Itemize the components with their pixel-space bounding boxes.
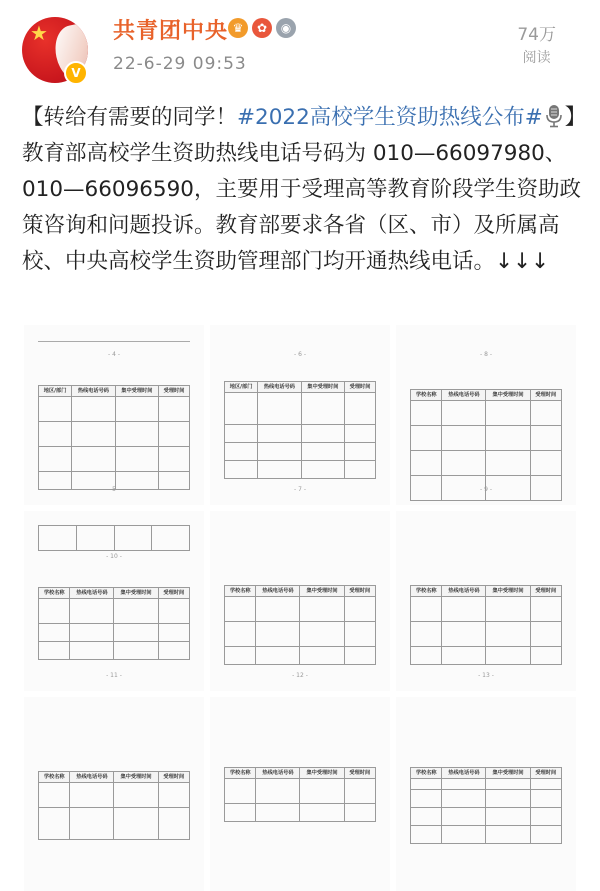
column-header: 受理时间 [345, 382, 376, 393]
column-header: 热线电话号码 [442, 390, 486, 401]
star-icon: ★ [30, 21, 48, 45]
column-header: 热线电话号码 [70, 772, 114, 783]
column-header: 热线电话号码 [256, 768, 300, 779]
document-image-8[interactable] [210, 697, 390, 891]
column-header: 学校名称 [39, 772, 70, 783]
page-number: - 11 - [106, 672, 122, 679]
column-header: 学校名称 [225, 768, 256, 779]
table-wrap [410, 585, 562, 665]
column-header: 学校名称 [411, 768, 442, 779]
document-image-5[interactable] [210, 511, 390, 691]
hotline-table [410, 585, 562, 665]
column-header: 热线电话号码 [258, 382, 301, 393]
silver-medal-icon[interactable]: ◉ [276, 18, 296, 38]
hashtag-link[interactable]: #2022高校学生资助热线公布# [237, 105, 543, 130]
column-header: 受理时间 [530, 768, 561, 779]
table-wrap [38, 525, 190, 551]
page-number: - 9 - [480, 486, 492, 493]
document-table [410, 705, 562, 883]
document-table [224, 519, 376, 683]
document-image-9[interactable] [396, 697, 576, 891]
page-number: - 10 - [106, 553, 122, 560]
document-table [38, 333, 190, 497]
column-header: 集中受理时间 [301, 382, 344, 393]
document-image-2[interactable] [210, 325, 390, 505]
hotline-table [224, 381, 376, 479]
table-wrap [410, 767, 562, 844]
column-header: 地区/部门 [39, 386, 72, 397]
column-header: 集中受理时间 [115, 386, 158, 397]
read-count-number: 74万 [517, 25, 556, 45]
page-number: - 13 - [478, 672, 494, 679]
column-header: 热线电话号码 [70, 588, 114, 599]
column-header: 集中受理时间 [300, 586, 344, 597]
column-header: 学校名称 [411, 390, 442, 401]
page-number: - 5 - [108, 486, 120, 493]
column-header: 热线电话号码 [256, 586, 300, 597]
page-number: - 4 - [108, 351, 120, 358]
page-number: - 7 - [294, 486, 306, 493]
hotline-table [410, 767, 562, 844]
column-header: 集中受理时间 [486, 390, 530, 401]
table-wrap [224, 767, 376, 822]
microphone-icon [545, 104, 563, 128]
post-text [22, 100, 582, 280]
hotline-table [38, 525, 190, 551]
document-table [224, 333, 376, 497]
post-prefix: 【转给有需要的同学！ [22, 105, 238, 130]
table-wrap [38, 385, 190, 490]
column-header: 热线电话号码 [442, 768, 486, 779]
hotline-table [38, 771, 190, 840]
column-header: 热线电话号码 [442, 586, 486, 597]
column-header: 受理时间 [530, 390, 561, 401]
column-header: 集中受理时间 [300, 768, 344, 779]
post-body: 】教育部高校学生资助热线电话号码为 010—66097980、010—66096590，主要用于受理高等教育阶段学生资助政策咨询和问题投诉。教育部要求各省（区、市）及所属高校、中央高校学生资助管理部门均开通热线电话。↓↓↓ [22, 105, 581, 274]
document-image-4[interactable] [24, 511, 204, 691]
column-header: 受理时间 [530, 586, 561, 597]
column-header: 受理时间 [344, 768, 375, 779]
document-image-3[interactable] [396, 325, 576, 505]
table-wrap [224, 585, 376, 665]
column-header: 受理时间 [158, 772, 189, 783]
column-header: 地区/部门 [225, 382, 258, 393]
hotline-table [410, 389, 562, 501]
post-header [0, 0, 600, 96]
document-table [410, 519, 562, 683]
hotline-table [38, 385, 190, 490]
document-table [38, 705, 190, 883]
page-number: - 6 - [294, 351, 306, 358]
column-header: 学校名称 [225, 586, 256, 597]
account-name[interactable]: 共青团中央 [113, 19, 229, 44]
document-table [224, 705, 376, 883]
hotline-table [38, 587, 190, 660]
document-image-1[interactable] [24, 325, 204, 505]
image-grid [24, 325, 576, 891]
medal-icon[interactable]: ♛ [228, 18, 248, 38]
flower-icon[interactable]: ✿ [252, 18, 272, 38]
column-header: 学校名称 [411, 586, 442, 597]
page-number: - 12 - [292, 672, 308, 679]
column-header: 集中受理时间 [114, 772, 158, 783]
document-table [38, 519, 190, 683]
table-wrap [38, 771, 190, 840]
hotline-table [224, 585, 376, 665]
table-wrap [38, 587, 190, 660]
verified-badge-icon: V [64, 61, 88, 85]
document-table [410, 333, 562, 497]
column-header: 集中受理时间 [114, 588, 158, 599]
post-timestamp: 22-6-29 09:53 [113, 54, 247, 74]
document-image-7[interactable] [24, 697, 204, 891]
table-fragment [38, 333, 190, 342]
badge-row [228, 18, 296, 38]
column-header: 受理时间 [158, 588, 189, 599]
page-number: - 8 - [480, 351, 492, 358]
column-header: 学校名称 [39, 588, 70, 599]
column-header: 集中受理时间 [486, 586, 530, 597]
column-header: 受理时间 [159, 386, 190, 397]
read-count-label: 阅读 [522, 50, 551, 66]
column-header: 热线电话号码 [72, 386, 115, 397]
hotline-table [224, 767, 376, 822]
table-wrap [224, 381, 376, 479]
column-header: 受理时间 [344, 586, 375, 597]
column-header: 集中受理时间 [486, 768, 530, 779]
document-image-6[interactable] [396, 511, 576, 691]
read-count [517, 20, 556, 67]
table-wrap [410, 389, 562, 501]
